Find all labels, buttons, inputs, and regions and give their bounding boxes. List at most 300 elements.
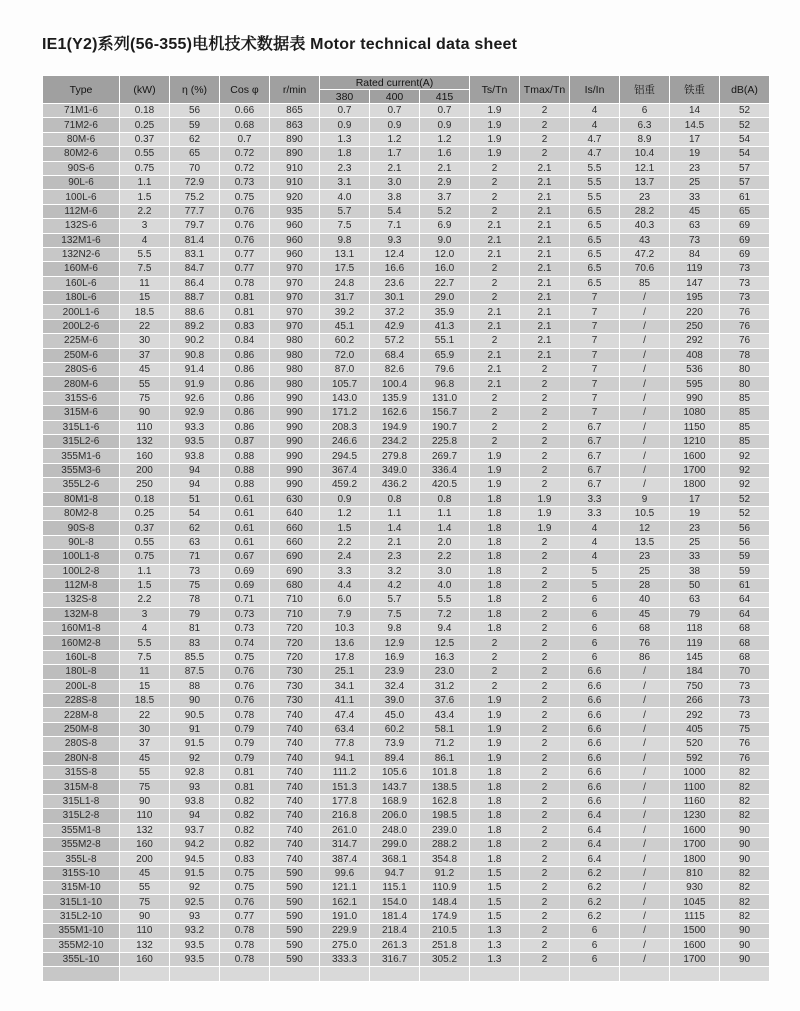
data-cell: 84	[670, 248, 719, 261]
data-cell: 90	[170, 694, 219, 707]
data-cell: 91.9	[170, 377, 219, 390]
data-cell: 24.8	[320, 277, 369, 290]
data-cell: 960	[270, 234, 319, 247]
type-cell: 71M1-6	[43, 104, 119, 117]
data-cell: 960	[270, 248, 319, 261]
data-cell: 2	[520, 910, 569, 923]
type-cell: 225M-6	[43, 334, 119, 347]
data-cell: 80	[720, 377, 769, 390]
data-cell: 920	[270, 190, 319, 203]
data-cell: 93.7	[170, 824, 219, 837]
data-cell: 1.5	[120, 190, 169, 203]
data-cell: 1.8	[470, 608, 519, 621]
data-cell: 6	[570, 924, 619, 937]
type-cell: 280M-6	[43, 377, 119, 390]
data-cell: 0.78	[220, 708, 269, 721]
data-cell: 6.4	[570, 824, 619, 837]
data-cell: 1.2	[370, 133, 419, 146]
data-cell: 121.1	[320, 881, 369, 894]
data-cell: 990	[270, 421, 319, 434]
data-cell: 865	[270, 104, 319, 117]
type-cell: 355M2-10	[43, 939, 119, 952]
table-row	[43, 449, 769, 462]
data-cell: 0.73	[220, 176, 269, 189]
type-cell: 355L-8	[43, 852, 119, 865]
data-cell: 15	[120, 680, 169, 693]
data-cell: 55	[120, 377, 169, 390]
type-cell: 315M-10	[43, 881, 119, 894]
data-cell: 2	[520, 104, 569, 117]
data-cell: 0.72	[220, 147, 269, 160]
data-cell	[270, 967, 319, 980]
data-cell: 94	[170, 464, 219, 477]
table-row	[43, 277, 769, 290]
data-cell: 354.8	[420, 852, 469, 865]
table-row-empty	[43, 967, 769, 980]
data-cell: 980	[270, 334, 319, 347]
data-cell: 0.76	[220, 665, 269, 678]
data-cell: 2.1	[520, 277, 569, 290]
data-cell: 76	[720, 752, 769, 765]
data-cell: 119	[670, 262, 719, 275]
data-cell: /	[620, 838, 669, 851]
data-cell: 76	[720, 320, 769, 333]
data-cell: 93	[170, 910, 219, 923]
type-cell: 355M3-6	[43, 464, 119, 477]
data-cell: 2	[520, 435, 569, 448]
data-cell: 90.8	[170, 349, 219, 362]
data-cell: 1.9	[470, 118, 519, 131]
data-cell: 70	[170, 162, 219, 175]
data-cell: 56	[720, 521, 769, 534]
data-cell: 6.2	[570, 881, 619, 894]
data-cell: 89.2	[170, 320, 219, 333]
data-cell: 1.8	[470, 565, 519, 578]
data-cell: 0.81	[220, 766, 269, 779]
data-cell: 1.8	[470, 838, 519, 851]
data-cell: 2.1	[470, 305, 519, 318]
table-row	[43, 881, 769, 894]
data-cell: 30	[120, 723, 169, 736]
data-cell: 710	[270, 593, 319, 606]
data-cell: 2.1	[520, 234, 569, 247]
data-cell: 1.4	[420, 521, 469, 534]
data-cell: 6.6	[570, 723, 619, 736]
data-cell: 14	[670, 104, 719, 117]
data-cell: /	[620, 449, 669, 462]
data-cell: 68	[720, 636, 769, 649]
data-cell: 1.9	[470, 752, 519, 765]
data-cell	[170, 967, 219, 980]
data-cell: 1.9	[470, 694, 519, 707]
data-cell: 6	[570, 651, 619, 664]
data-cell: /	[620, 809, 669, 822]
data-cell: 0.61	[220, 536, 269, 549]
data-cell: 105.6	[370, 766, 419, 779]
table-row	[43, 377, 769, 390]
data-cell: 23	[620, 550, 669, 563]
type-cell: 160M2-8	[43, 636, 119, 649]
data-cell: 45.1	[320, 320, 369, 333]
data-cell: 10.5	[620, 507, 669, 520]
data-cell: 349.0	[370, 464, 419, 477]
data-cell: 279.8	[370, 449, 419, 462]
data-cell: 160	[120, 953, 169, 966]
data-cell: 143.0	[320, 392, 369, 405]
data-cell: /	[620, 349, 669, 362]
data-cell: 1080	[670, 406, 719, 419]
data-cell: 3.0	[420, 565, 469, 578]
data-cell: 62	[170, 133, 219, 146]
data-cell: 0.55	[120, 536, 169, 549]
data-cell: 2	[470, 636, 519, 649]
data-cell: 0.9	[320, 493, 369, 506]
table-row	[43, 636, 769, 649]
data-cell: 194.9	[370, 421, 419, 434]
data-cell: 2	[470, 262, 519, 275]
type-cell: 315L1-6	[43, 421, 119, 434]
data-cell: 83	[170, 636, 219, 649]
data-cell: 2.1	[470, 377, 519, 390]
data-cell: 73	[720, 708, 769, 721]
table-row	[43, 766, 769, 779]
data-cell: 39.0	[370, 694, 419, 707]
data-cell: 73	[170, 565, 219, 578]
data-cell: 4	[570, 536, 619, 549]
data-cell: 0.79	[220, 723, 269, 736]
data-cell	[220, 967, 269, 980]
data-cell: 90	[720, 953, 769, 966]
data-cell: 31.2	[420, 680, 469, 693]
data-cell: 16.3	[420, 651, 469, 664]
data-cell: 2	[520, 421, 569, 434]
data-cell: 154.0	[370, 895, 419, 908]
data-cell: 57.2	[370, 334, 419, 347]
data-cell: 82	[720, 881, 769, 894]
data-cell: 1.2	[320, 507, 369, 520]
data-cell: 1.5	[470, 910, 519, 923]
type-cell: 315L2-8	[43, 809, 119, 822]
data-cell: 2.2	[420, 550, 469, 563]
data-cell: 52	[720, 104, 769, 117]
data-cell: 93.5	[170, 939, 219, 952]
data-cell: 78	[170, 593, 219, 606]
table-row	[43, 622, 769, 635]
data-cell: 0.37	[120, 133, 169, 146]
type-cell: 90S-6	[43, 162, 119, 175]
data-cell: 145	[670, 651, 719, 664]
data-cell: 0.61	[220, 493, 269, 506]
data-cell: 2	[520, 780, 569, 793]
data-cell: 9	[620, 493, 669, 506]
type-cell: 71M2-6	[43, 118, 119, 131]
data-cell: 82	[720, 895, 769, 908]
data-cell: 22	[120, 320, 169, 333]
data-cell: 2	[470, 205, 519, 218]
data-cell: 2.2	[320, 536, 369, 549]
data-cell: 79	[170, 608, 219, 621]
data-cell: 1230	[670, 809, 719, 822]
data-cell: 2.1	[520, 205, 569, 218]
data-cell: 740	[270, 737, 319, 750]
data-cell: 55	[120, 766, 169, 779]
col-header-400v: 400	[370, 90, 419, 103]
data-cell: /	[620, 334, 669, 347]
data-cell: 0.69	[220, 565, 269, 578]
data-cell: 590	[270, 939, 319, 952]
data-cell: 11	[120, 277, 169, 290]
data-cell: 45	[670, 205, 719, 218]
data-cell: 0.69	[220, 579, 269, 592]
data-cell: 1000	[670, 766, 719, 779]
data-cell: 82	[720, 910, 769, 923]
data-cell: /	[620, 435, 669, 448]
type-cell: 355L2-6	[43, 478, 119, 491]
data-cell: 65	[720, 205, 769, 218]
data-cell: /	[620, 305, 669, 318]
data-cell: 6.7	[570, 478, 619, 491]
data-cell: /	[620, 737, 669, 750]
data-cell: 2	[470, 392, 519, 405]
data-cell: 6.4	[570, 852, 619, 865]
data-cell: 132	[120, 824, 169, 837]
data-cell: 82	[720, 766, 769, 779]
data-cell: 6.7	[570, 464, 619, 477]
data-cell: 77.7	[170, 205, 219, 218]
data-cell: 660	[270, 536, 319, 549]
data-cell: 195	[670, 291, 719, 304]
data-cell: 2	[470, 435, 519, 448]
table-row	[43, 593, 769, 606]
data-cell: 82	[720, 795, 769, 808]
data-cell: 1210	[670, 435, 719, 448]
data-cell: 6.6	[570, 694, 619, 707]
data-cell: 45	[120, 752, 169, 765]
data-cell: 1100	[670, 780, 719, 793]
data-cell: 3.3	[570, 493, 619, 506]
data-cell: 64	[720, 593, 769, 606]
data-cell: 640	[270, 507, 319, 520]
data-cell: 5.5	[420, 593, 469, 606]
data-cell: 31.7	[320, 291, 369, 304]
data-cell: 91.5	[170, 737, 219, 750]
type-cell: 100L1-8	[43, 550, 119, 563]
data-cell: 0.78	[220, 277, 269, 290]
data-cell: 90.2	[170, 334, 219, 347]
data-cell: 9.3	[370, 234, 419, 247]
table-row	[43, 737, 769, 750]
data-cell: 990	[670, 392, 719, 405]
data-cell: 71.2	[420, 737, 469, 750]
data-cell: 0.72	[220, 162, 269, 175]
type-cell: 160L-6	[43, 277, 119, 290]
data-cell: 0.74	[220, 636, 269, 649]
data-cell: 65	[170, 147, 219, 160]
data-cell: 2	[520, 377, 569, 390]
data-cell: 45.0	[370, 708, 419, 721]
data-cell: 251.8	[420, 939, 469, 952]
data-cell: 810	[670, 867, 719, 880]
data-cell: 0.76	[220, 895, 269, 908]
data-cell: 0.81	[220, 780, 269, 793]
table-row	[43, 435, 769, 448]
data-cell: 0.86	[220, 392, 269, 405]
data-cell: 0.66	[220, 104, 269, 117]
data-cell: 408	[670, 349, 719, 362]
data-cell: 1.8	[470, 824, 519, 837]
data-cell: 0.9	[320, 118, 369, 131]
data-cell: 0.87	[220, 435, 269, 448]
data-cell: 5.5	[120, 248, 169, 261]
data-cell: 590	[270, 867, 319, 880]
data-cell: 17.5	[320, 262, 369, 275]
data-cell: 7	[570, 406, 619, 419]
data-cell: 54	[720, 147, 769, 160]
data-cell: 60.2	[320, 334, 369, 347]
data-cell: 93.8	[170, 449, 219, 462]
data-cell: 55	[120, 881, 169, 894]
type-cell: 355L-10	[43, 953, 119, 966]
data-cell: 1115	[670, 910, 719, 923]
data-cell: 980	[270, 363, 319, 376]
data-cell: 52	[720, 118, 769, 131]
data-cell: 3	[120, 219, 169, 232]
data-cell: 198.5	[420, 809, 469, 822]
data-cell: 52	[720, 507, 769, 520]
data-cell: 93.5	[170, 953, 219, 966]
data-cell: 22	[120, 708, 169, 721]
table-row	[43, 708, 769, 721]
data-cell: 590	[270, 953, 319, 966]
table-row	[43, 680, 769, 693]
data-cell: 93.3	[170, 421, 219, 434]
data-cell: 990	[270, 406, 319, 419]
table-body	[43, 104, 769, 981]
data-cell: 92	[720, 449, 769, 462]
data-cell: 1.9	[470, 723, 519, 736]
data-cell: 0.81	[220, 291, 269, 304]
data-cell: 7	[570, 377, 619, 390]
col-header-dba: dB(A)	[720, 76, 769, 103]
data-cell: 42.9	[370, 320, 419, 333]
data-cell: 2.9	[420, 176, 469, 189]
data-cell: 520	[670, 737, 719, 750]
table-row	[43, 493, 769, 506]
data-cell: 2	[520, 464, 569, 477]
data-cell: 218.4	[370, 924, 419, 937]
data-cell: 90	[720, 824, 769, 837]
data-cell: 171.2	[320, 406, 369, 419]
data-cell: 2	[520, 449, 569, 462]
data-cell: 7.5	[370, 608, 419, 621]
data-cell: 1.1	[370, 507, 419, 520]
data-cell: 90	[720, 852, 769, 865]
data-cell: 292	[670, 334, 719, 347]
data-cell: 75.2	[170, 190, 219, 203]
data-cell: 660	[270, 521, 319, 534]
data-cell: 9.0	[420, 234, 469, 247]
data-cell: 76	[620, 636, 669, 649]
data-cell: 2	[520, 593, 569, 606]
data-cell: 1.9	[470, 449, 519, 462]
data-cell: 314.7	[320, 838, 369, 851]
data-cell: 47.4	[320, 708, 369, 721]
data-cell: 740	[270, 838, 319, 851]
data-cell: 119	[670, 636, 719, 649]
data-cell: 2	[520, 665, 569, 678]
table-row	[43, 867, 769, 880]
table-row	[43, 565, 769, 578]
type-cell: 180L-8	[43, 665, 119, 678]
data-cell: 30	[120, 334, 169, 347]
data-cell: 148.4	[420, 895, 469, 908]
data-cell: 2	[520, 118, 569, 131]
data-cell: 0.73	[220, 608, 269, 621]
data-cell: 1.8	[470, 809, 519, 822]
data-cell: 1800	[670, 852, 719, 865]
data-cell: 92.8	[170, 766, 219, 779]
data-cell: 1.3	[470, 924, 519, 937]
data-cell: 2.1	[470, 349, 519, 362]
data-cell: 89.4	[370, 752, 419, 765]
data-cell: 890	[270, 147, 319, 160]
data-cell: 740	[270, 795, 319, 808]
data-cell: 135.9	[370, 392, 419, 405]
data-cell: 740	[270, 809, 319, 822]
data-cell: 590	[270, 895, 319, 908]
data-cell: 1.6	[420, 147, 469, 160]
data-cell: 13.6	[320, 636, 369, 649]
data-cell: 2	[470, 680, 519, 693]
table-row	[43, 406, 769, 419]
data-cell: 6.6	[570, 737, 619, 750]
type-cell: 160L-8	[43, 651, 119, 664]
data-cell: 23.9	[370, 665, 419, 678]
data-cell: 6.0	[320, 593, 369, 606]
data-cell: 1.9	[520, 507, 569, 520]
data-cell: 9.8	[320, 234, 369, 247]
data-cell: /	[620, 924, 669, 937]
data-cell: 43	[620, 234, 669, 247]
table-row	[43, 910, 769, 923]
data-cell: 4.7	[570, 133, 619, 146]
data-cell: 60.2	[370, 723, 419, 736]
type-cell: 315L1-10	[43, 895, 119, 908]
data-cell: 143.7	[370, 780, 419, 793]
data-cell: 387.4	[320, 852, 369, 865]
col-header-is-in: Is/In	[570, 76, 619, 103]
data-cell: 0.9	[370, 118, 419, 131]
data-cell: 80	[720, 363, 769, 376]
data-cell: 69	[720, 219, 769, 232]
data-cell: 1.2	[420, 133, 469, 146]
data-cell: 730	[270, 680, 319, 693]
data-cell: 75	[120, 780, 169, 793]
data-cell: 160	[120, 449, 169, 462]
data-cell: 43.4	[420, 708, 469, 721]
data-cell: 94.2	[170, 838, 219, 851]
table-header	[43, 76, 769, 103]
data-cell: 56	[720, 536, 769, 549]
data-cell: 174.9	[420, 910, 469, 923]
data-cell: 6.2	[570, 910, 619, 923]
data-cell: 34.1	[320, 680, 369, 693]
motor-data-table	[42, 75, 770, 982]
data-cell: 0.81	[220, 305, 269, 318]
table-row	[43, 190, 769, 203]
data-cell: 151.3	[320, 780, 369, 793]
data-cell: 6.6	[570, 708, 619, 721]
